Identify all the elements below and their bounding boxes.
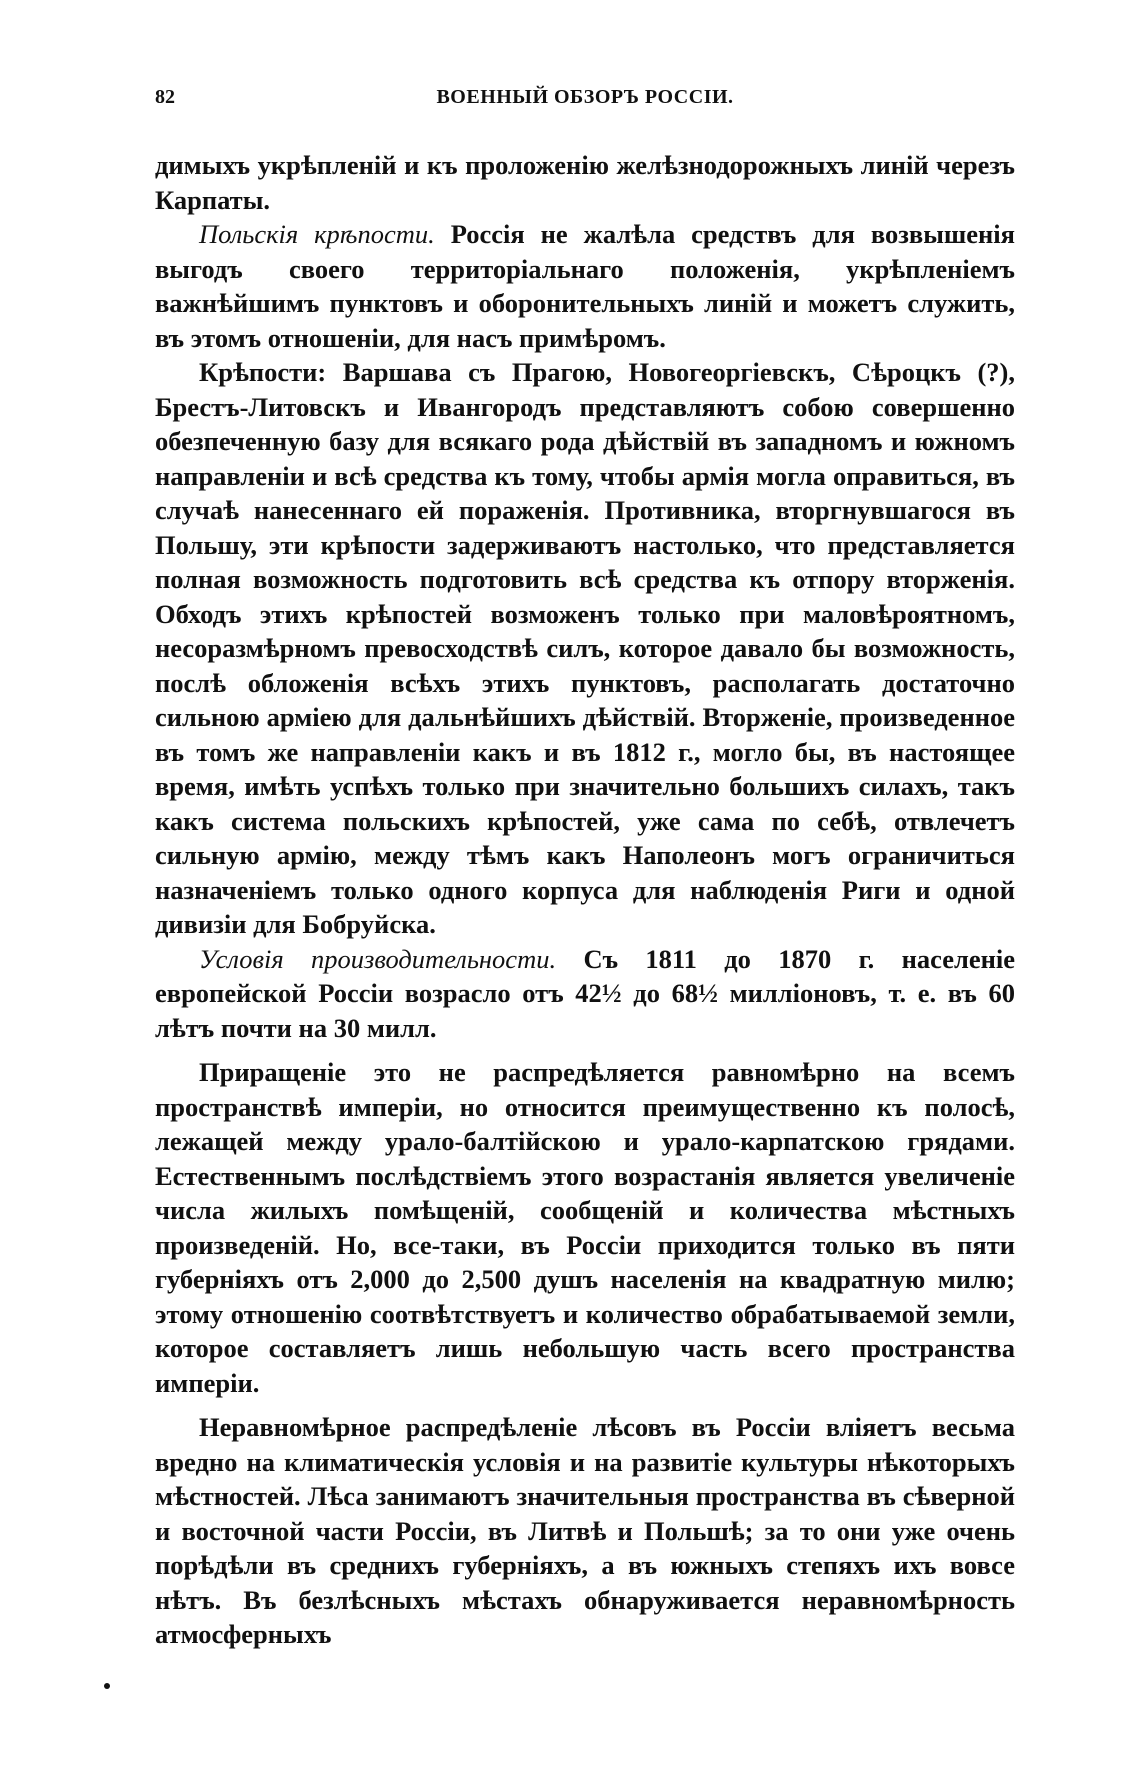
paragraph-text: Россія не жалѣла средствъ для возвышенія выгодъ своего территоріальнаго положенія, укрѣпленіемъ важнѣйшимъ пунктовъ и оборонительныхъ линій и можетъ служить, въ этомъ отношеніи, для насъ примѣромъ. bbox=[155, 219, 1015, 353]
paragraph-fortresses-list: Крѣпости: Варшава съ Прагою, Новогеоргіевскъ, Сѣроцкъ (?), Брестъ-Литовскъ и Ивангородъ представляютъ собою совершенно обезпеченную базу для всякаго рода дѣйствій въ западномъ и южномъ направленіи и всѣ средства къ тому, чтобы армія могла оправиться, въ случаѣ нанесеннаго ей пораженія. Противника, вторгнувшагося въ Польшу, эти крѣпости задерживаютъ настолько, что представляется полная возможность подготовить всѣ средства къ отпору вторженія. Обходъ этихъ крѣпостей возможенъ только при маловѣроятномъ, несоразмѣрномъ превосходствѣ силъ, которое давало бы возможность, послѣ обложенія всѣхъ этихъ пунктовъ, располагать достаточно сильною арміею для дальнѣйшихъ дѣйствій. Вторженіе, произведенное въ томъ же направленіи какъ и въ 1812 г., могло бы, въ настоящее время, имѣть успѣхъ только при значительно большихъ силахъ, такъ какъ система польскихъ крѣпостей, уже сама по себѣ, отвлечетъ сильную армію, между тѣмъ какъ Наполеонъ могъ ограничиться назначеніемъ только одного корпуса для наблюденія Риги и одной дивизіи для Бобруйска. bbox=[155, 357, 1015, 939]
paragraph-forests: Неравномѣрное распредѣленіе лѣсовъ въ Россіи вліяетъ весьма вредно на климатическія условія и на развитіе культуры нѣкоторыхъ мѣстностей. Лѣса занимаютъ значительныя пространства въ сѣверной и восточной части Россіи, въ Литвѣ и Польшѣ; за то они уже очень порѣдѣли въ среднихъ губерніяхъ, а въ южныхъ степяхъ ихъ вовсе нѣтъ. Въ безлѣсныхъ мѣстахъ обнаруживается неравномѣрность атмосферныхъ bbox=[155, 1412, 1015, 1649]
paragraph-production-conditions bbox=[155, 942, 1015, 1046]
page-number: 82 bbox=[155, 86, 175, 108]
paragraph-continuation: димыхъ укрѣпленій и къ проложенію желѣзнодорожныхъ линій черезъ Карпаты. bbox=[155, 150, 1015, 215]
page-header bbox=[155, 86, 1015, 116]
section-heading-production-conditions: Условія производительности. bbox=[199, 943, 557, 974]
running-title: ВОЕННЫЙ ОБЗОРЪ РОССІИ. bbox=[436, 86, 734, 108]
body-text bbox=[155, 148, 1015, 1652]
paragraph-population-growth: Приращеніе это не распредѣляется равномѣрно на всемъ пространствѣ имперіи, но относится преимущественно къ полосѣ, лежащей между урало-балтійскою и урало-карпатскою грядами. Естественнымъ послѣдствіемъ этого возрастанія является увеличеніе числа жилыхъ помѣщеній, сообщеній и количества мѣстныхъ произведеній. Но, все-таки, въ Россіи приходится только въ пяти губерніяхъ отъ 2,000 до 2,500 душъ населенія на квадратную милю; этому отношенію соотвѣтствуетъ и количество обрабатываемой земли, которое составляетъ лишь небольшую часть всего пространства имперіи. bbox=[155, 1057, 1015, 1398]
section-heading-polish-fortresses: Польскія крѣпости. bbox=[199, 219, 435, 249]
scan-mark bbox=[104, 1683, 110, 1689]
paragraph-polish-fortresses bbox=[155, 217, 1015, 355]
paragraph-text: Съ 1811 до 1870 г. населеніе европейской Россіи возрасло отъ 42½ до 68½ милліоновъ, т. е. въ 60 лѣтъ почти на 30 милл. bbox=[155, 943, 1015, 1043]
